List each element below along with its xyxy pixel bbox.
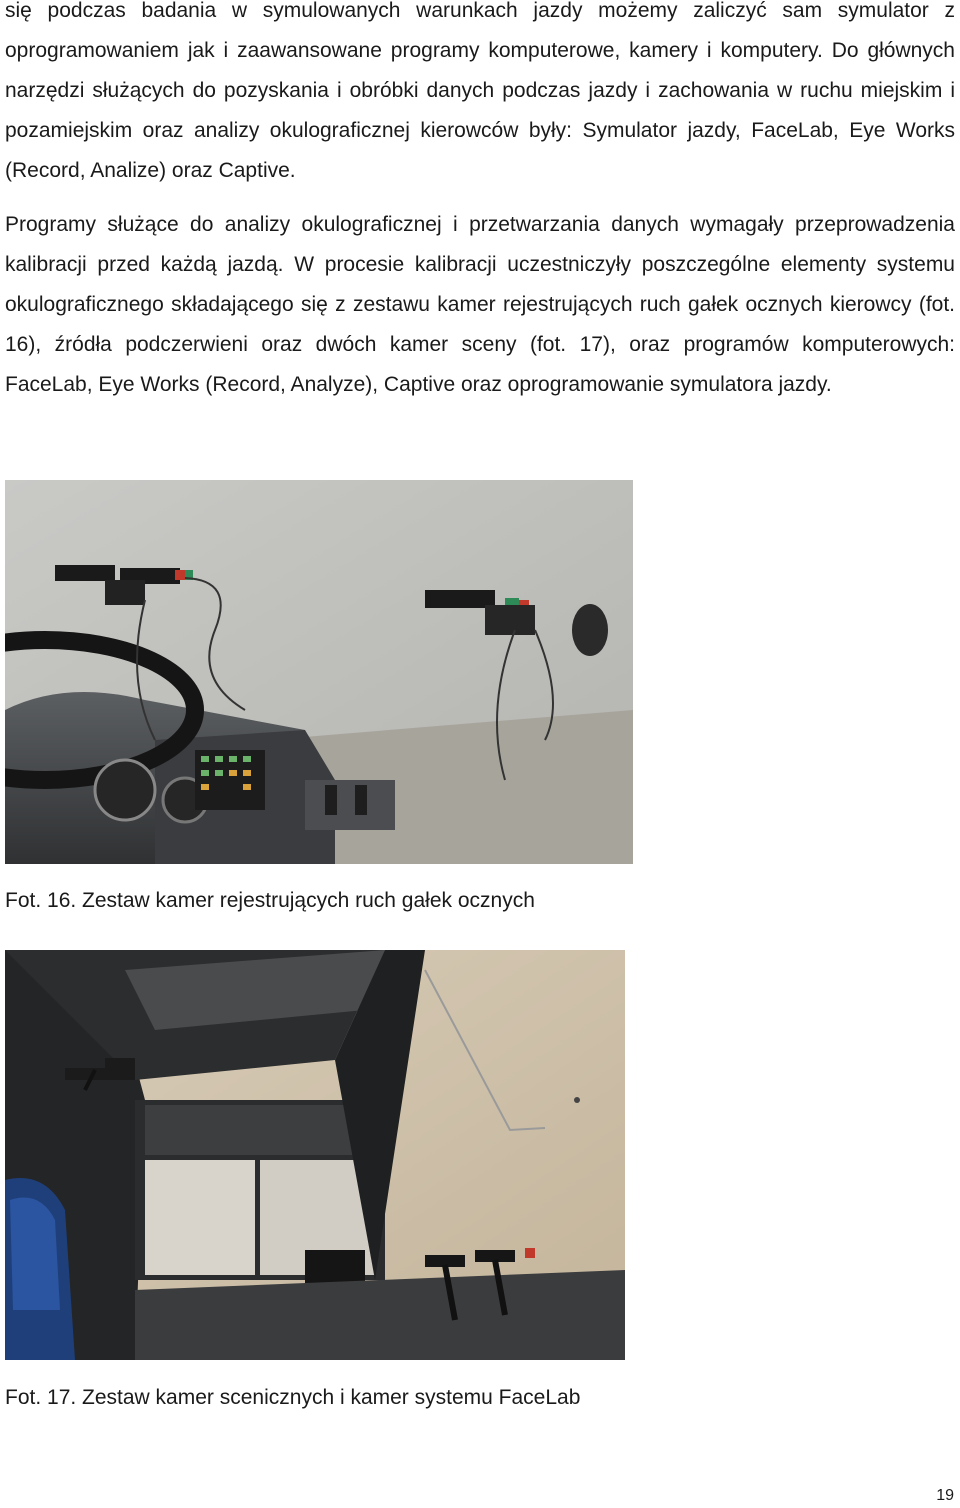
photo-scene-cameras-drawing	[5, 950, 625, 1360]
photo-eye-tracking-cameras-drawing	[5, 480, 633, 864]
photo-eye-tracking-cameras	[5, 480, 633, 864]
figure-caption-16: Fot. 16. Zestaw kamer rejestrujących ruch gałek ocznych	[5, 889, 535, 912]
paragraph-2: Programy służące do analizy okulograficznej i przetwarzania danych wymagały przeprowadzenia kalibracji przed każdą jazdą. W procesie kalibracji uczestniczyły poszczególne elementy systemu okulograficznego składającego się z zestawu kamer rejestrujących ruch gałek ocznych kierowcy (fot. 16), źródła podczerwieni oraz dwóch kamer sceny (fot. 17), oraz programów komputerowych: FaceLab, Eye Works (Record, Analyze), Captive oraz oprogramowanie symulatora jazdy.	[5, 213, 955, 396]
paragraph-1: się podczas badania w symulowanych warunkach jazdy możemy zaliczyć sam symulator z oprogramowaniem jak i zaawansowane programy komputerowe, kamery i komputery. Do głównych narzędzi służących do pozyskania i obróbki danych podczas jazdy i zachowania w ruchu miejskim i pozamiejskim oraz analizy okulograficznej kierowców były: Symulator jazdy, FaceLab, Eye Works (Record, Analize) oraz Captive.	[5, 0, 955, 182]
photo-scene-cameras	[5, 950, 625, 1360]
figure-caption-17: Fot. 17. Zestaw kamer scenicznych i kamer systemu FaceLab	[5, 1386, 581, 1409]
page-number: 19	[936, 1487, 954, 1504]
